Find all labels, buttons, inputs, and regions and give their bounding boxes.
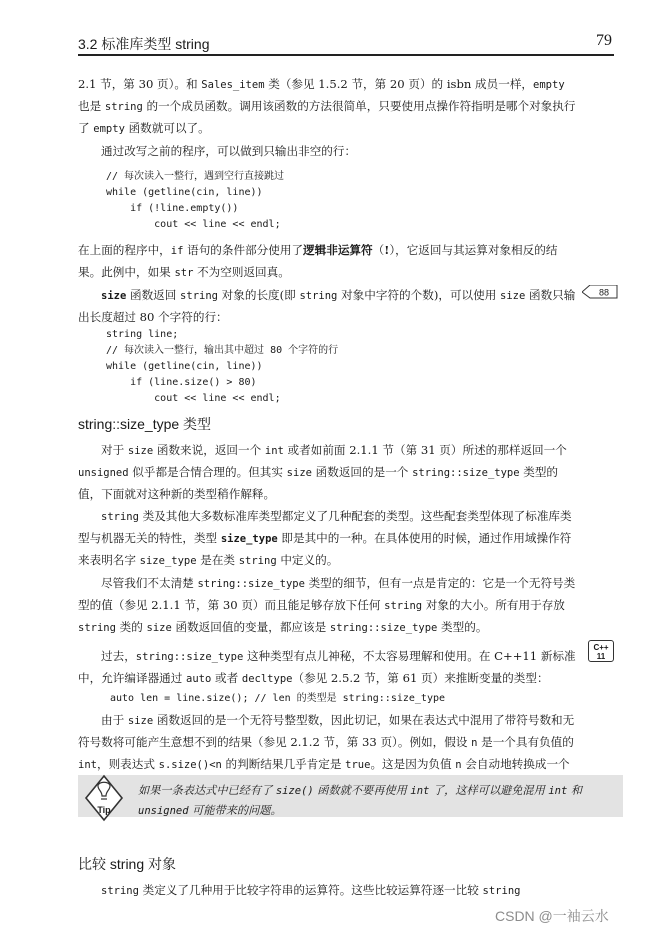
cpp11-badge-icon: C++ 11 [588,640,614,662]
running-header [78,32,614,56]
paragraph-companion-types: string 类及其他大多数标准库类型都定义了几种配套的类型。这些配套类型体现了标准库类型与机器无关的特性，类型 size_type 即是其中的一种。在具体使用的时候，通过作用域操作符来表明名字 size_type 是在类 string 中定义的。 [78,509,572,567]
paragraph-size-type-intro: 对于 size 函数来说，返回一个 int 或者如前面 2.1.1 节（第 31 页）所述的那样返回一个 unsigned 似乎都是合情合理的。但其实 size 函数返回的是一个 string::size_type 类型的值，下面就对这种新的类型稍作解释。 [78,443,567,501]
paragraph-mixed-sign: 由于 size 函数返回的是一个无符号整型数，因此切记，如果在表达式中混用了带符号数和无符号数将可能产生意想不到的结果（参见 2.1.2 节，第 33 页）。例如，假设 n 是一个具有负值的 int，则表达式 s.size()<n 的判断结果几乎肯定是 true。这是因为负值 n 会自动地转换成一个 [78,713,575,771]
paragraph-empty-intro: 2.1 节，第 30 页）。和 Sales_item 类（参见 1.5.2 节，第 20 页）的 isbn 成员一样，empty 也是 string 的一个成员函数。调用该函数的方法很简单，只要使用点操作符指明是哪个对象执行了 empty 函数就可以了。 [78,77,576,135]
watermark: CSDN @一袖云水 [495,908,609,924]
paragraph-rewrite: 通过改写之前的程序，可以做到只输出非空的行： [101,144,357,158]
tip-label: Tip [97,805,111,815]
paragraph-size-function: size 函数返回 string 对象的长度(即 string 对象中字符的个数)，可以使用 size 函数只输出长度超过 80 个字符的行： [78,288,576,324]
section-title: 3.2 标准库类型 string [78,36,210,52]
paragraph-logical-not: 在上面的程序中，if 语句的条件部分使用了逻辑非运算符（!），它返回与其运算对象相反的结果。此例中，如果 str 不为空则返回真。 [78,243,558,279]
code-block-auto: auto len = line.size(); // len 的类型是 string::size_type [110,693,446,704]
paragraph-unsigned: 尽管我们不太清楚 string::size_type 类型的细节，但有一点是肯定的：它是一个无符号类型的值（参见 2.1.1 节，第 30 页）而且能足够存放下任何 string 对象的大小。所有用于存放 string 类的 size 函数返回值的变量，都应该是 string::size_type 类型的。 [78,576,576,634]
paragraph-compare-intro: string 类定义了几种用于比较字符串的运算符。这些比较运算符逐一比较 string [101,883,521,897]
heading-size-type: string::size_type 类型 [78,416,212,432]
heading-compare-string: 比较 string 对象 [78,856,177,872]
page-number: 79 [596,32,612,49]
margin-page-number: 88 [598,287,610,298]
margin-page-reference [582,285,618,299]
code-block-empty: // 每次读入一整行，遇到空行直接跳过 while (getline(cin, line)) if (!line.empty()) cout << line << endl; [106,171,285,230]
code-block-size: string line; // 每次读入一整行，输出其中超过 80 个字符的行 while (getline(cin, line)) if (line.size() > 80) cout << line << endl; [106,329,339,404]
tip-text: 如果一条表达式中已经有了 size() 函数就不要再使用 int 了，这样可以避免混用 int 和 unsigned 可能带来的问题。 [138,784,583,817]
tip-lightbulb-icon [84,772,124,824]
paragraph-cpp11-auto: 过去，string::size_type 这种类型有点儿神秘，不太容易理解和使用。在 C++11 新标准中，允许编译器通过 auto 或者 decltype（参见 2.5.2 节，第 61 页）来推断变量的类型： [78,649,576,685]
